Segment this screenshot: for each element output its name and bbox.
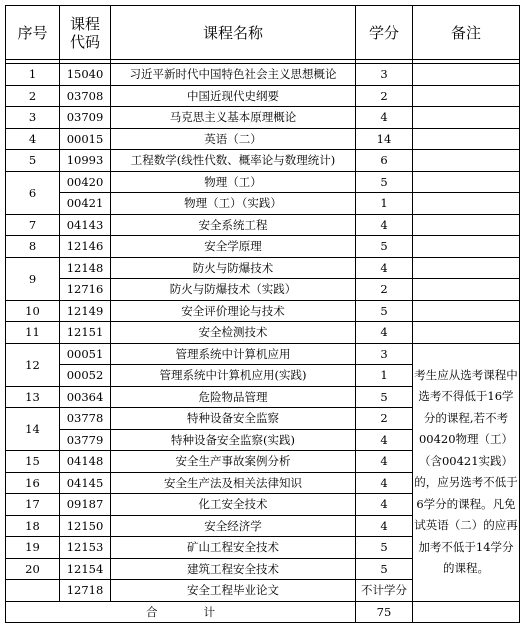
remark-cell	[413, 85, 520, 107]
seq-cell: 2	[6, 85, 60, 107]
remark-cell	[413, 107, 520, 129]
total-label	[6, 601, 356, 623]
name-cell: 管理系统中计算机应用(实践)	[111, 365, 356, 387]
name-cell: 安全评价理论与技术	[111, 300, 356, 322]
name-cell: 英语（二）	[111, 128, 356, 150]
seq-cell: 4	[6, 128, 60, 150]
code-cell: 12149	[60, 300, 111, 322]
table-row	[6, 279, 520, 301]
code-cell: 04145	[60, 472, 111, 494]
table-row	[6, 214, 520, 236]
code-cell: 04148	[60, 451, 111, 473]
name-cell: 防火与防爆技术（实践）	[111, 279, 356, 301]
seq-cell: 17	[6, 494, 60, 516]
credit-cell: 3	[356, 64, 413, 86]
name-cell: 中国近现代史纲要	[111, 85, 356, 107]
name-cell: 危险物品管理	[111, 386, 356, 408]
code-cell: 15040	[60, 64, 111, 86]
table-row	[6, 322, 520, 344]
header-code	[60, 6, 111, 60]
table-row	[6, 300, 520, 322]
course-table	[5, 5, 520, 623]
credit-cell: 4	[356, 214, 413, 236]
remark-cell	[413, 128, 520, 150]
code-cell: 12146	[60, 236, 111, 258]
credit-cell: 2	[356, 408, 413, 430]
name-cell: 安全工程毕业论文	[111, 580, 356, 602]
code-cell: 12154	[60, 558, 111, 580]
table-row	[6, 85, 520, 107]
seq-cell	[6, 580, 60, 602]
table-row	[6, 343, 520, 365]
remark-cell	[413, 214, 520, 236]
header-code-line2: 代码	[69, 32, 100, 51]
credit-cell: 5	[356, 171, 413, 193]
credit-cell: 2	[356, 279, 413, 301]
name-cell: 安全检测技术	[111, 322, 356, 344]
header-code-line1: 课程	[69, 14, 100, 33]
credit-cell: 1	[356, 365, 413, 387]
seq-cell: 16	[6, 472, 60, 494]
remark-cell	[413, 236, 520, 258]
credit-cell: 14	[356, 128, 413, 150]
credit-cell: 2	[356, 85, 413, 107]
table-row	[6, 171, 520, 193]
code-cell: 10993	[60, 150, 111, 172]
total-label-2: 计	[203, 604, 215, 619]
header-row	[6, 6, 520, 60]
name-cell: 安全学原理	[111, 236, 356, 258]
code-cell: 03709	[60, 107, 111, 129]
code-cell: 12150	[60, 515, 111, 537]
remark-cell	[413, 300, 520, 322]
code-cell: 12716	[60, 279, 111, 301]
credit-cell: 5	[356, 558, 413, 580]
remark-cell	[413, 601, 520, 623]
remark-cell	[413, 171, 520, 193]
credit-cell: 6	[356, 150, 413, 172]
credit-cell: 4	[356, 472, 413, 494]
table-row	[6, 257, 520, 279]
remark-cell	[413, 322, 520, 344]
seq-cell: 13	[6, 386, 60, 408]
code-cell: 00420	[60, 171, 111, 193]
code-cell: 12718	[60, 580, 111, 602]
remark-cell	[413, 257, 520, 279]
credit-cell: 4	[356, 322, 413, 344]
name-cell: 物理（工）	[111, 171, 356, 193]
credit-cell: 4	[356, 107, 413, 129]
code-cell: 04143	[60, 214, 111, 236]
credit-cell: 3	[356, 343, 413, 365]
code-cell: 00364	[60, 386, 111, 408]
remark-note: 考生应从选考课程中选考不得低于16学分的课程,若不考00420物理（工）（含00421实践）的，应另选考不低于6学分的课程。凡免试英语（二）的应再加考不低于14学分的课程。	[413, 343, 520, 601]
code-cell: 12148	[60, 257, 111, 279]
seq-cell: 18	[6, 515, 60, 537]
code-cell: 09187	[60, 494, 111, 516]
code-cell: 00421	[60, 193, 111, 215]
total-credit: 75	[356, 601, 413, 623]
credit-cell: 5	[356, 537, 413, 559]
seq-cell: 3	[6, 107, 60, 129]
seq-cell: 5	[6, 150, 60, 172]
seq-cell: 1	[6, 64, 60, 86]
name-cell: 化工安全技术	[111, 494, 356, 516]
header-seq: 序号	[6, 6, 60, 60]
header-name: 课程名称	[111, 6, 356, 60]
credit-cell: 4	[356, 429, 413, 451]
remark-cell	[413, 150, 520, 172]
credit-cell: 4	[356, 494, 413, 516]
credit-cell: 5	[356, 300, 413, 322]
seq-cell: 14	[6, 408, 60, 451]
code-cell: 00052	[60, 365, 111, 387]
table-row	[6, 128, 520, 150]
name-cell: 安全经济学	[111, 515, 356, 537]
seq-cell: 11	[6, 322, 60, 344]
header-remark: 备注	[413, 6, 520, 60]
table-row	[6, 193, 520, 215]
name-cell: 安全生产事故案例分析	[111, 451, 356, 473]
table-row	[6, 64, 520, 86]
seq-cell: 7	[6, 214, 60, 236]
seq-cell: 10	[6, 300, 60, 322]
name-cell: 工程数学(线性代数、概率论与数理统计)	[111, 150, 356, 172]
remark-cell	[413, 193, 520, 215]
name-cell: 安全生产法及相关法律知识	[111, 472, 356, 494]
credit-cell: 4	[356, 451, 413, 473]
name-cell: 马克思主义基本原理概论	[111, 107, 356, 129]
code-cell: 03778	[60, 408, 111, 430]
table-row	[6, 150, 520, 172]
code-cell: 03708	[60, 85, 111, 107]
name-cell: 建筑工程安全技术	[111, 558, 356, 580]
code-cell: 12153	[60, 537, 111, 559]
total-label-1: 合	[146, 604, 158, 619]
remark-cell	[413, 64, 520, 86]
seq-cell: 19	[6, 537, 60, 559]
name-cell: 管理系统中计算机应用	[111, 343, 356, 365]
remark-cell	[413, 279, 520, 301]
seq-cell: 12	[6, 343, 60, 386]
header-credit: 学分	[356, 6, 413, 60]
seq-cell: 15	[6, 451, 60, 473]
code-cell: 03779	[60, 429, 111, 451]
table-row	[6, 236, 520, 258]
name-cell: 习近平新时代中国特色社会主义思想概论	[111, 64, 356, 86]
table-row	[6, 107, 520, 129]
credit-cell: 1	[356, 193, 413, 215]
code-cell: 00015	[60, 128, 111, 150]
name-cell: 特种设备安全监察(实践)	[111, 429, 356, 451]
credit-cell: 5	[356, 386, 413, 408]
seq-cell: 6	[6, 171, 60, 214]
seq-cell: 8	[6, 236, 60, 258]
name-cell: 防火与防爆技术	[111, 257, 356, 279]
code-cell: 12151	[60, 322, 111, 344]
seq-cell: 20	[6, 558, 60, 580]
name-cell: 特种设备安全监察	[111, 408, 356, 430]
name-cell: 物理（工）（实践）	[111, 193, 356, 215]
name-cell: 矿山工程安全技术	[111, 537, 356, 559]
credit-cell: 不计学分	[356, 580, 413, 602]
name-cell: 安全系统工程	[111, 214, 356, 236]
credit-cell: 4	[356, 257, 413, 279]
credit-cell: 5	[356, 236, 413, 258]
credit-cell: 4	[356, 515, 413, 537]
total-row	[6, 601, 520, 623]
seq-cell: 9	[6, 257, 60, 300]
code-cell: 00051	[60, 343, 111, 365]
